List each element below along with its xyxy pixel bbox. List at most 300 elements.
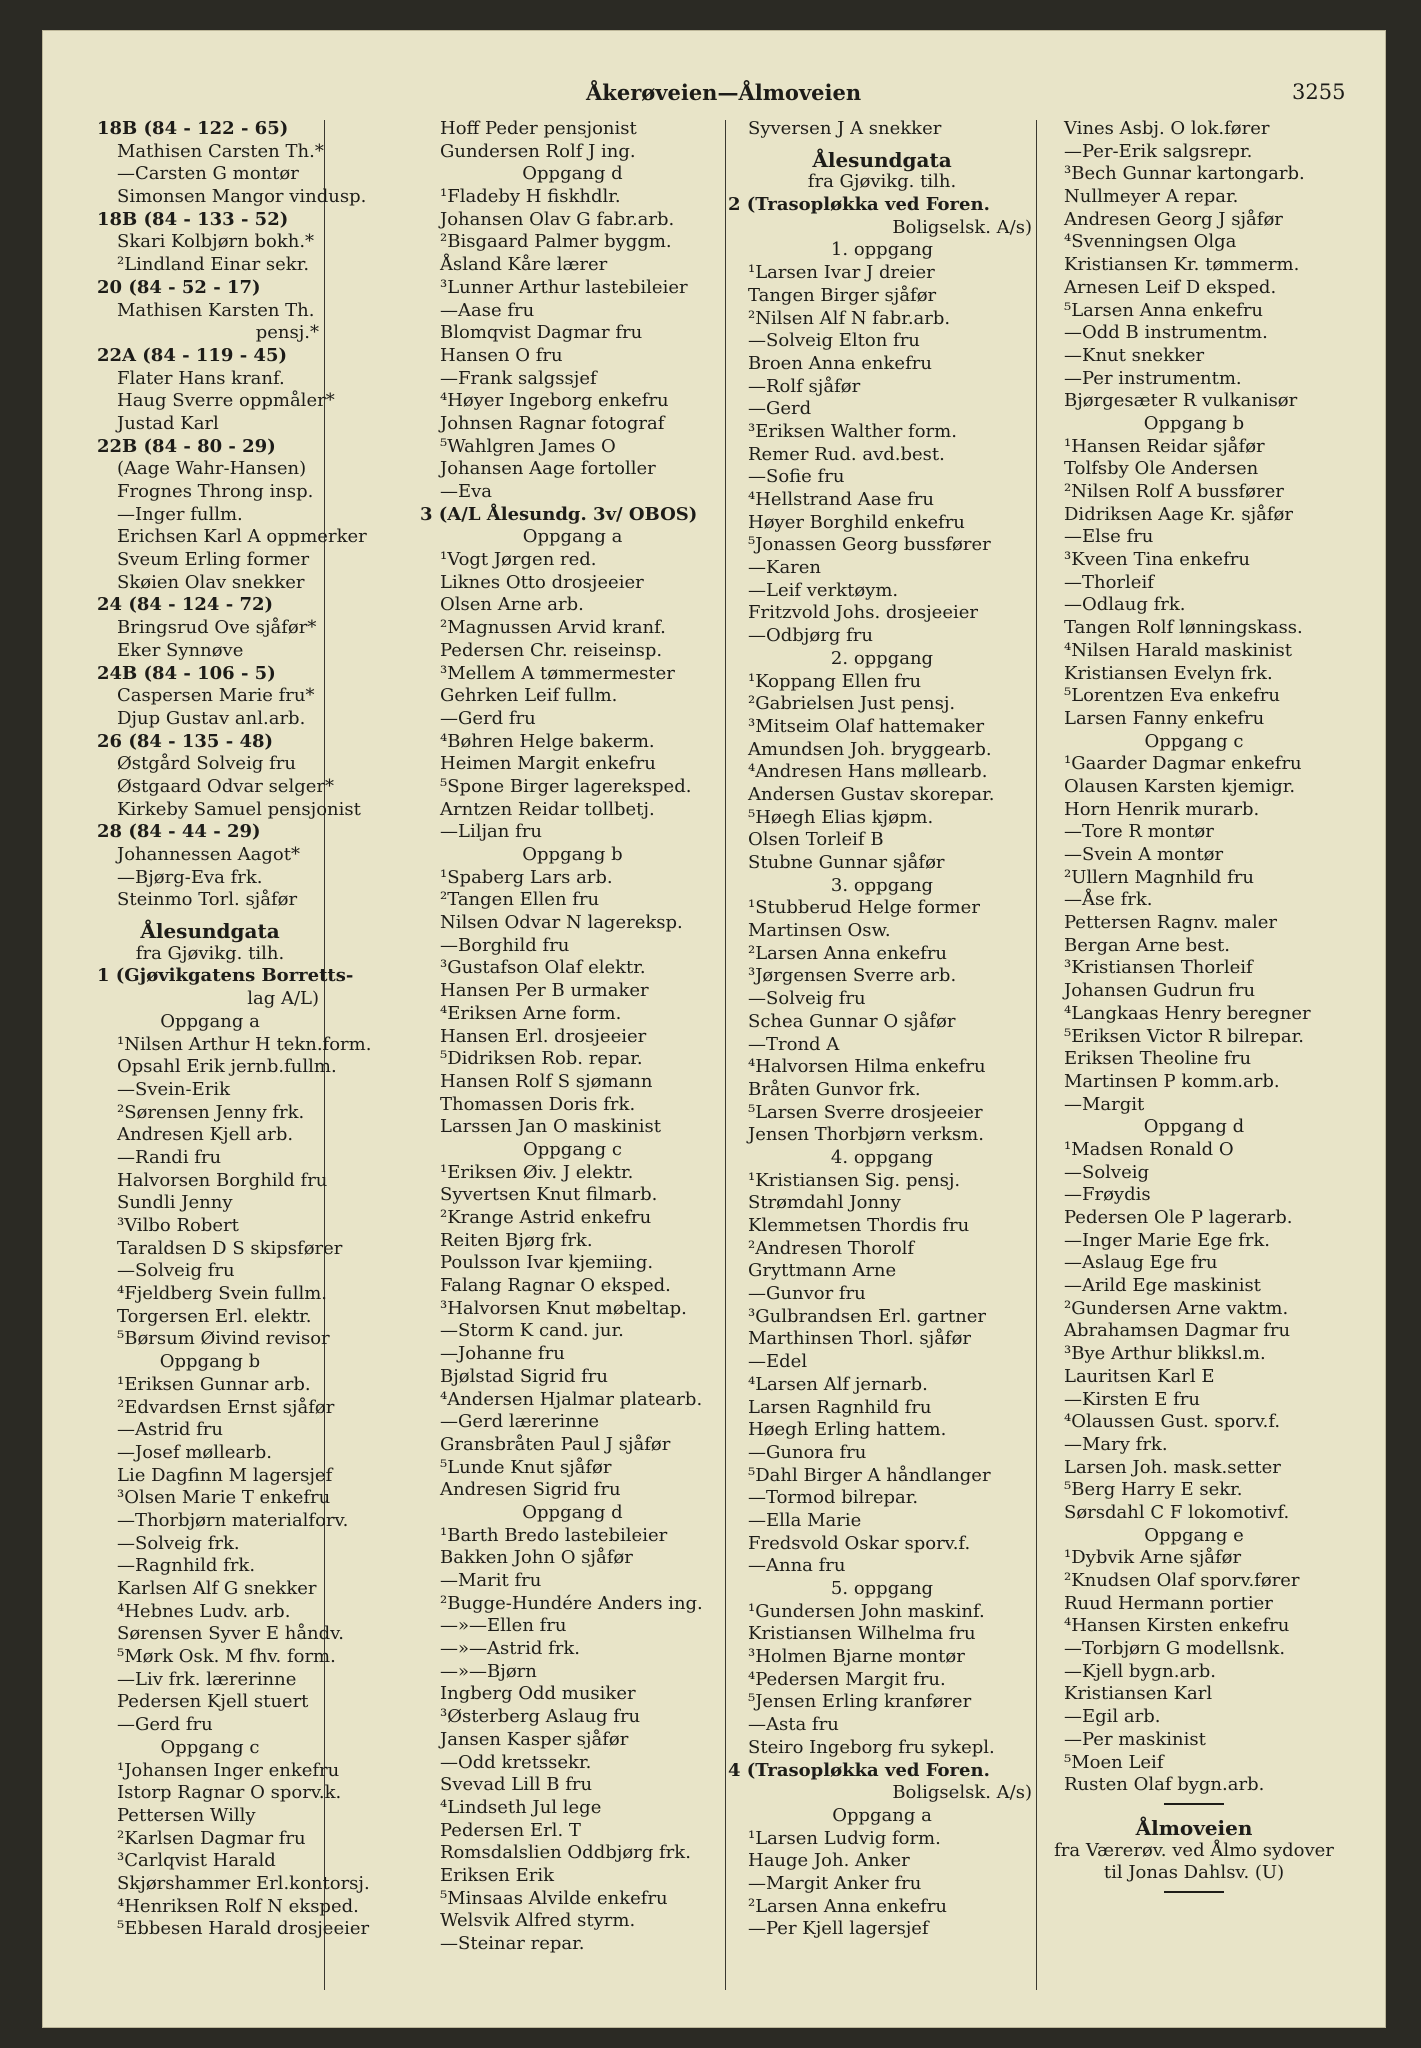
directory-entry: —Frøydis [1064, 1184, 1151, 1206]
directory-entry: Pedersen Ole P lagerarb. [1064, 1207, 1293, 1228]
directory-entry: Andersen Gustav skorepar. [748, 783, 995, 805]
directory-entry: Amundsen Joh. bryggearb. [748, 738, 992, 760]
directory-entry: Schea Gunnar O sjåfør [748, 1010, 956, 1032]
directory-entry: ⁴Olaussen Gust. sporv.f. [1064, 1411, 1281, 1433]
column-divider [1036, 120, 1037, 1990]
directory-entry: ²Tangen Ellen fru [440, 889, 600, 911]
directory-entry: Jensen Thorbjørn verksm. [748, 1124, 984, 1146]
directory-entry: ²Karlsen Dagmar fru [117, 1827, 306, 1849]
directory-entry: ³Gustafson Olaf elektr. [440, 957, 646, 979]
directory-entry: Frognes Throng insp. [117, 481, 314, 502]
directory-entry: Olsen Torleif B [748, 829, 884, 851]
directory-entry: ³Bye Arthur blikksl.m. [1064, 1343, 1266, 1365]
directory-entry: ¹Kristiansen Sig. pensj. [748, 1169, 961, 1191]
directory-entry: ²Krange Astrid enkefru [440, 1207, 652, 1228]
directory-entry: ⁵Spone Birger lagereksped. [440, 775, 692, 797]
directory-entry: —Solveig [1064, 1161, 1150, 1183]
directory-entry: —Anna fru [748, 1555, 846, 1577]
page-header [42, 80, 1386, 110]
directory-entry: —Josef møllearb. [117, 1441, 272, 1463]
directory-entry: Mathisen Karsten Th. [117, 299, 315, 321]
directory-entry: ³Bech Gunnar kartongarb. [1064, 163, 1305, 185]
directory-entry: —Asta fru [748, 1714, 839, 1736]
street-heading: Ålesundgata [812, 147, 952, 172]
directory-entry: Liknes Otto drosjeeier [440, 571, 644, 593]
directory-entry: ²Ullern Magnhild fru [1064, 866, 1254, 888]
directory-entry: Sørsdahl C F lokomotivf. [1064, 1501, 1290, 1523]
directory-entry: —Arild Ege maskinist [1064, 1275, 1261, 1297]
directory-entry: Fredsvold Oskar sporv.f. [748, 1532, 971, 1554]
directory-entry: ⁵Jonassen Georg bussfører [748, 534, 991, 556]
directory-entry: Gundersen Rolf J ing. [440, 140, 636, 162]
directory-entry: Kirkeby Samuel pensjonist [117, 798, 361, 820]
directory-entry: ²Gabrielsen Just pensj. [748, 693, 956, 715]
directory-entry: ⁵Jensen Erling kranfører [748, 1691, 972, 1713]
directory-entry: Steinmo Torl. sjåfør [117, 889, 298, 911]
directory-entry: —Odlaug frk. [1064, 594, 1186, 616]
section-label: Oppgang c [160, 1736, 260, 1758]
directory-entry: Pedersen Chr. reiseinsp. [440, 639, 663, 661]
directory-entry: ⁵Minsaas Alvilde enkefru [440, 1887, 668, 1909]
directory-entry: Syvertsen Knut filmarb. [440, 1184, 658, 1206]
directory-entry: —Gunora fru [748, 1441, 867, 1463]
directory-entry: ¹Barth Bredo lastebileier [440, 1524, 668, 1546]
directory-entry: —Kirsten E fru [1064, 1388, 1200, 1410]
directory-entry: ⁴Hellstrand Aase fru [748, 489, 934, 510]
directory-entry: —Gerd fru [117, 1714, 213, 1736]
directory-entry: —Leif verktøym. [748, 579, 899, 601]
directory-entry: Sundli Jenny [117, 1192, 233, 1214]
directory-entry: ³Mitseim Olaf hattemaker [748, 715, 985, 737]
directory-entry: ¹Fladeby H fiskhdlr. [440, 186, 621, 208]
directory-entry: ¹Johansen Inger enkefru [117, 1759, 340, 1781]
directory-entry: Kristiansen Karl [1064, 1683, 1213, 1705]
directory-entry: ¹Koppang Ellen fru [748, 670, 922, 692]
directory-entry: —Bjørg-Eva frk. [117, 866, 263, 888]
directory-entry: 22A (84 - 119 - 45) [97, 344, 287, 366]
directory-entry: Gransbråten Paul J sjåfør [440, 1433, 671, 1455]
directory-entry: ⁵Høegh Elias kjøpm. [748, 806, 934, 828]
directory-entry: Arnesen Leif D eksped. [1064, 276, 1277, 298]
directory-entry: Sveum Erling former [117, 549, 310, 571]
directory-entry: ³Carlqvist Harald [117, 1850, 276, 1872]
directory-entry: pensj.* [255, 322, 319, 344]
directory-entry: ¹Stubberud Helge former [748, 897, 980, 919]
directory-entry: ¹Nilsen Arthur H tekn.form. [117, 1033, 372, 1055]
directory-entry: —Margit Anker fru [748, 1872, 922, 1894]
directory-entry: 26 (84 - 135 - 48) [97, 730, 274, 752]
street-heading: Ålesundgata [140, 919, 280, 944]
directory-entry: 24B (84 - 106 - 5) [97, 662, 276, 684]
directory-entry: ⁴Pedersen Margit fru. [748, 1668, 946, 1690]
directory-entry: ²Gundersen Arne vaktm. [1064, 1297, 1289, 1319]
directory-entry: ²Sørensen Jenny frk. [117, 1101, 305, 1123]
directory-entry: —Kjell bygn.arb. [1064, 1660, 1217, 1682]
directory-entry: Skøien Olav snekker [117, 571, 305, 593]
column-divider [725, 120, 726, 1990]
directory-entry: ⁴Henriksen Rolf N eksped. [117, 1895, 359, 1917]
section-label: Oppgang e [1144, 1524, 1244, 1546]
directory-entry: Pettersen Ragnv. maler [1064, 912, 1277, 934]
directory-entry: Halvorsen Borghild fru [117, 1169, 328, 1191]
directory-entry: —Randi fru [117, 1146, 222, 1168]
directory-entry: —Trond A [748, 1033, 840, 1055]
directory-entry: Tolfsby Ole Andersen [1064, 458, 1259, 480]
directory-entry: Jansen Kasper sjåfør [440, 1728, 629, 1750]
directory-entry: 1 (Gjøvikgatens Borretts- [97, 965, 354, 987]
directory-entry: Blomqvist Dagmar fru [440, 322, 643, 344]
directory-entry: Didriksen Aage Kr. sjåfør [1064, 503, 1293, 525]
directory-entry: —»—Bjørn [440, 1660, 537, 1682]
directory-entry: Opsahl Erik jernb.fullm. [117, 1056, 337, 1078]
directory-entry: ¹Spaberg Lars arb. [440, 866, 613, 888]
directory-entry: Djup Gustav anl.arb. [117, 707, 306, 729]
directory-entry: Larsen Joh. mask.setter [1064, 1456, 1281, 1478]
directory-entry: ¹Dybvik Arne sjåfør [1064, 1547, 1242, 1569]
directory-entry: ³Mellem A tømmermester [440, 662, 675, 684]
directory-entry: —Carsten G montør [117, 163, 299, 185]
section-label: fra Gjøvikg. tilh. [807, 171, 957, 193]
directory-entry: ⁵Børsum Øivind revisor [117, 1328, 330, 1350]
directory-entry: 22B (84 - 80 - 29) [97, 435, 276, 457]
directory-entry: —Steinar repar. [440, 1933, 585, 1954]
directory-entry: Østgaard Odvar selger* [117, 775, 334, 797]
directory-entry: ³Kristiansen Thorleif [1064, 957, 1253, 979]
directory-entry: —Solveig fru [748, 988, 866, 1010]
directory-entry: Kristiansen Kr. tømmerm. [1064, 254, 1300, 276]
section-label: Oppgang a [160, 1010, 260, 1032]
directory-entry: Åsland Kåre lærer [440, 254, 608, 276]
directory-entry: ¹Hansen Reidar sjåfør [1064, 435, 1265, 457]
directory-entry: Hansen Rolf S sjømann [440, 1070, 653, 1092]
directory-entry: Romsdalslien Oddbjørg frk. [440, 1842, 691, 1864]
section-label: Oppgang b [1143, 412, 1245, 434]
directory-entry: Caspersen Marie fru* [117, 685, 315, 707]
directory-entry: ⁴Hebnes Ludv. arb. [117, 1600, 291, 1622]
directory-entry: —Mary frk. [1064, 1433, 1168, 1455]
directory-entry: ¹Gundersen John maskinf. [748, 1600, 985, 1622]
directory-entry: Kristiansen Evelyn frk. [1064, 662, 1273, 684]
directory-entry: ¹Gaarder Dagmar enkefru [1064, 753, 1302, 775]
directory-entry: —Liv frk. lærerinne [117, 1668, 297, 1690]
directory-entry: Andresen Sigrid fru [440, 1479, 621, 1501]
directory-entry: —Johanne fru [440, 1343, 565, 1365]
directory-entry: Høegh Erling hattem. [748, 1419, 947, 1441]
directory-entry: ⁴Bøhren Helge bakerm. [440, 730, 655, 752]
directory-entry: —Margit [1064, 1093, 1145, 1115]
directory-entry: Tangen Rolf lønningskass. [1064, 617, 1303, 639]
directory-entry: 20 (84 - 52 - 17) [97, 276, 261, 298]
directory-entry: Simonsen Mangor vindusp. [117, 186, 367, 208]
directory-entry: —Solveig fru [117, 1260, 235, 1282]
directory-entry: —Solveig frk. [117, 1532, 240, 1554]
directory-entry: —»—Astrid frk. [440, 1638, 580, 1660]
directory-entry: Fritzvold Johs. drosjeeier [748, 602, 979, 624]
directory-entry: Johansen Olav G fabr.arb. [440, 208, 675, 230]
directory-entry: ⁵Lorentzen Eva enkefru [1064, 685, 1280, 707]
section-label: Oppgang b [522, 844, 623, 865]
directory-entry: ²Edvardsen Ernst sjåfør [117, 1396, 335, 1418]
directory-entry: Hansen O fru [440, 344, 563, 366]
directory-entry: Heimen Margit enkefru [440, 753, 656, 775]
directory-entry: ¹Eriksen Øiv. J elektr. [440, 1161, 634, 1183]
directory-entry: Lie Dagfinn M lagersjef [117, 1464, 333, 1486]
directory-entry: —Tore R montør [1064, 821, 1214, 843]
directory-entry: ⁵Lunde Knut sjåfør [440, 1456, 612, 1478]
directory-entry: Larsen Ragnhild fru [748, 1396, 932, 1418]
directory-entry: Mathisen Carsten Th.* [117, 140, 324, 162]
directory-entry: 3 (A/L Ålesundg. 3v/ OBOS) [420, 503, 698, 525]
section-label: til Jonas Dahlsv. (U) [1103, 1862, 1285, 1884]
directory-entry: Erichsen Karl A oppmerker [117, 526, 367, 548]
directory-page [42, 30, 1386, 2028]
directory-entry: Svevad Lill B fru [440, 1774, 593, 1796]
directory-entry: —Torbjørn G modellsnk. [1064, 1638, 1286, 1660]
directory-entry: Gryttmann Arne [748, 1260, 897, 1282]
section-label: 3. oppgang [830, 874, 934, 896]
directory-entry: Østgård Solveig fru [117, 753, 296, 775]
section-label: Oppgang d [522, 1501, 623, 1523]
directory-entry: Eriksen Theoline fru [1064, 1048, 1252, 1070]
directory-entry: Arntzen Reidar tollbetj. [440, 798, 655, 820]
directory-entry: 18B (84 - 133 - 52) [97, 208, 289, 230]
directory-entry: ⁴Langkaas Henry beregner [1064, 1002, 1311, 1024]
section-label: 2. oppgang [830, 647, 934, 669]
directory-entry: Ruud Hermann portier [1064, 1592, 1273, 1614]
directory-entry: —Per maskinist [1064, 1728, 1206, 1750]
directory-entry: Johansen Aage fortoller [440, 458, 656, 480]
directory-entry: —Karen [748, 557, 822, 579]
directory-entry: —Else fru [1064, 526, 1154, 548]
directory-entry: —Per Kjell lagersjef [748, 1918, 929, 1940]
section-rule [1044, 1797, 1344, 1809]
directory-entry: Gehrken Leif fullm. [440, 685, 618, 707]
directory-entry: Boligselsk. A/s) [892, 1782, 1032, 1804]
directory-entry: ²Andresen Thorolf [748, 1237, 915, 1259]
directory-entry: Istorp Ragnar O sporv.k. [117, 1782, 342, 1804]
directory-entry: Flater Hans kranf. [117, 367, 285, 389]
directory-entry: ⁴Høyer Ingeborg enkefru [440, 390, 669, 412]
directory-entry: ⁴Hansen Kirsten enkefru [1064, 1615, 1290, 1637]
directory-entry: ³Kveen Tina enkefru [1064, 549, 1250, 571]
directory-entry: Eker Synnøve [117, 639, 244, 661]
directory-entry: Thomassen Doris frk. [440, 1093, 636, 1115]
directory-entry: ⁴Lindseth Jul lege [440, 1796, 602, 1818]
directory-entry: ⁵Wahlgren James O [440, 435, 616, 457]
directory-entry: Pettersen Willy [117, 1804, 256, 1826]
directory-entry: Falang Ragnar O eksped. [440, 1275, 671, 1297]
directory-entry: Larssen Jan O maskinist [440, 1116, 661, 1138]
directory-entry: —Egil arb. [1064, 1706, 1161, 1728]
section-label: 5. oppgang [830, 1578, 934, 1599]
directory-entry: ¹Eriksen Gunnar arb. [117, 1373, 311, 1395]
directory-entry: ⁴Svenningsen Olga [1064, 231, 1237, 253]
directory-entry: Hauge Joh. Anker [748, 1850, 910, 1872]
directory-entry: 18B (84 - 122 - 65) [97, 118, 289, 139]
directory-entry: ³Gulbrandsen Erl. gartner [748, 1305, 987, 1327]
directory-entry: —Inger fullm. [117, 503, 243, 525]
directory-entry: —Thorbjørn materialforv. [117, 1509, 349, 1531]
directory-entry: ¹Larsen Ivar J dreier [748, 262, 935, 284]
directory-entry: —Svein-Erik [117, 1078, 230, 1100]
directory-entry: ³Jørgensen Sverre arb. [748, 965, 957, 987]
directory-entry: —Marit fru [440, 1570, 542, 1591]
directory-entry: ¹Madsen Ronald O [1064, 1138, 1234, 1160]
directory-entry: —Aase fru [440, 299, 535, 321]
directory-entry: Vines Asbj. O lok.fører [1064, 118, 1270, 139]
directory-entry: Hoff Peder pensjonist [440, 118, 637, 139]
directory-entry: Bråten Gunvor frk. [748, 1078, 921, 1100]
directory-entry: lag A/L) [247, 988, 319, 1010]
directory-entry: Bringsrud Ove sjåfør* [117, 617, 317, 639]
directory-entry: —Gunvor fru [748, 1283, 866, 1305]
directory-entry: ²Nilsen Alf N fabr.arb. [748, 307, 951, 329]
directory-entry: Olausen Karsten kjemigr. [1064, 775, 1296, 797]
directory-entry: Horn Henrik murarb. [1064, 798, 1260, 820]
directory-entry: ⁴Andersen Hjalmar platearb. [440, 1388, 703, 1410]
directory-entry: ²Bugge-Hundére Anders ing. [440, 1592, 703, 1614]
directory-entry: Hansen Erl. drosjeeier [440, 1025, 647, 1047]
directory-entry: ⁵Ebbesen Harald drosjeeier [117, 1918, 370, 1940]
directory-entry: Eriksen Erik [440, 1864, 555, 1886]
directory-entry: Welsvik Alfred styrm. [440, 1910, 636, 1932]
directory-entry: ³Østerberg Aslaug fru [440, 1706, 641, 1728]
section-label: Oppgang d [1143, 1116, 1245, 1138]
directory-entry: ³Eriksen Walther form. [748, 420, 957, 442]
directory-entry: Poulsson Ivar kjemiing. [440, 1252, 654, 1274]
directory-entry: ⁵Dahl Birger A håndlanger [748, 1464, 991, 1486]
section-label: fra Værerøv. ved Ålmo sydover [1054, 1839, 1334, 1861]
street-heading: Ålmoveien [1135, 1815, 1253, 1840]
directory-entry: ⁴Fjeldberg Svein fullm. [117, 1283, 328, 1305]
directory-entry: ²Knudsen Olaf sporv.fører [1064, 1570, 1300, 1591]
directory-entry: 4 (Trasopløkka ved Foren. [728, 1759, 990, 1781]
directory-entry: ³Olsen Marie T enkefru [117, 1487, 331, 1509]
directory-entry: Rusten Olaf bygn.arb. [1064, 1774, 1265, 1796]
directory-entry: —Gerd fru [440, 707, 536, 729]
directory-entry: —Aslaug Ege fru [1064, 1252, 1218, 1274]
column-2 [420, 118, 725, 1998]
directory-entry: Johnsen Ragnar fotograf [440, 412, 665, 434]
directory-entry: —Ella Marie [748, 1509, 862, 1531]
directory-entry: ⁴Andresen Hans møllearb. [748, 761, 988, 783]
directory-entry: ²Larsen Anna enkefru [748, 1895, 948, 1917]
directory-entry: Boligselsk. A/s) [892, 216, 1032, 238]
section-label: Oppgang a [522, 526, 623, 548]
directory-entry: Martinsen Osw. [748, 920, 891, 942]
directory-entry: —Odd kretssekr. [440, 1751, 592, 1773]
directory-entry: ⁵Berg Harry E sekr. [1064, 1479, 1243, 1501]
directory-entry: Karlsen Alf G snekker [117, 1578, 317, 1599]
directory-entry: ⁴Larsen Alf jernarb. [748, 1373, 928, 1395]
directory-entry: Hansen Per B urmaker [440, 980, 649, 1002]
directory-entry: Nullmeyer A repar. [1064, 186, 1239, 208]
directory-entry: Høyer Borghild enkefru [748, 511, 965, 533]
directory-entry: ²Lindland Einar sekr. [117, 254, 310, 276]
directory-entry: ³Lunner Arthur lastebileier [440, 276, 688, 298]
directory-entry: Martinsen P komm.arb. [1064, 1070, 1280, 1092]
directory-entry: —Knut snekker [1064, 344, 1205, 366]
directory-entry: Andresen Kjell arb. [117, 1124, 294, 1146]
directory-entry: Stubne Gunnar sjåfør [748, 852, 945, 873]
section-label: 1. oppgang [830, 239, 934, 261]
directory-entry: Skari Kolbjørn bokh.* [117, 231, 315, 253]
directory-entry: ⁴Eriksen Arne form. [440, 1002, 622, 1024]
section-label: Oppgang c [1144, 730, 1244, 752]
section-label: Oppgang a [832, 1804, 932, 1826]
directory-entry: Larsen Fanny enkefru [1064, 707, 1265, 729]
directory-entry: (Aage Wahr-Hansen) [117, 458, 307, 480]
section-label: Oppgang c [523, 1138, 622, 1160]
directory-entry: Johansen Gudrun fru [1064, 980, 1256, 1002]
directory-entry: Remer Rud. avd.best. [748, 443, 945, 465]
directory-entry: Olsen Arne arb. [440, 594, 584, 616]
directory-entry: ⁵Didriksen Rob. repar. [440, 1048, 643, 1070]
directory-entry: Tangen Birger sjåfør [748, 284, 937, 306]
directory-entry: ⁵Larsen Sverre drosjeeier [748, 1101, 983, 1123]
directory-entry: ¹Larsen Ludvig form. [748, 1827, 941, 1849]
directory-entry: 2 (Trasopløkka ved Foren. [728, 194, 990, 216]
directory-entry: Bergan Arne best. [1064, 934, 1230, 956]
directory-entry: Klemmetsen Thordis fru [748, 1215, 970, 1236]
directory-entry: —Gerd lærerinne [440, 1411, 600, 1433]
directory-entry: ¹Vogt Jørgen red. [440, 549, 597, 571]
directory-entry: Pedersen Kjell stuert [117, 1691, 309, 1713]
directory-entry: ²Larsen Anna enkefru [748, 942, 948, 964]
directory-entry: Bjølstad Sigrid fru [440, 1365, 608, 1387]
directory-entry: ³Holmen Bjarne montør [748, 1646, 965, 1668]
directory-entry: —Odd B instrumentm. [1064, 322, 1268, 344]
directory-entry: —Svein A montør [1064, 844, 1224, 865]
directory-entry: —Ragnhild frk. [117, 1555, 256, 1577]
directory-entry: Nilsen Odvar N lagereksp. [440, 912, 683, 934]
directory-entry: ⁴Nilsen Harald maskinist [1064, 639, 1292, 661]
directory-entry: Lauritsen Karl E [1064, 1365, 1215, 1387]
directory-entry: Strømdahl Jonny [748, 1192, 901, 1214]
directory-entry: ⁵Moen Leif [1064, 1751, 1164, 1773]
directory-entry: Torgersen Erl. elektr. [117, 1305, 312, 1327]
directory-entry: Abrahamsen Dagmar fru [1064, 1320, 1291, 1342]
directory-entry: —Solveig Elton fru [748, 330, 920, 352]
directory-entry: —Rolf sjåfør [748, 375, 861, 397]
directory-entry: Pedersen Erl. T [440, 1819, 581, 1841]
page-number: 3255 [1292, 80, 1346, 104]
directory-entry: Sørensen Syver E håndv. [117, 1623, 344, 1645]
column-3 [728, 118, 1036, 1998]
section-rule [1044, 1885, 1344, 1897]
section-label: fra Gjøvikg. tilh. [135, 942, 285, 964]
directory-entry: ⁵Mørk Osk. M fhv. form. [117, 1646, 336, 1668]
column-1 [97, 118, 372, 1998]
directory-entry: —Per instrumentm. [1064, 367, 1242, 389]
section-label: Oppgang b [159, 1351, 261, 1373]
directory-entry: 28 (84 - 44 - 29) [97, 821, 261, 843]
directory-entry: Marthinsen Thorl. sjåfør [748, 1328, 972, 1350]
directory-entry: —Thorleif [1064, 571, 1154, 593]
directory-entry: —Gerd [748, 398, 812, 420]
directory-entry: —Edel [748, 1351, 808, 1373]
section-label: Oppgang d [522, 163, 623, 185]
directory-entry: —Liljan fru [440, 821, 542, 843]
directory-entry: Syversen J A snekker [748, 118, 942, 139]
directory-entry: —Per-Erik salgsrepr. [1064, 140, 1253, 162]
directory-entry: —Borghild fru [440, 934, 570, 956]
directory-entry: Haug Sverre oppmåler* [117, 390, 335, 412]
directory-entry: Ingberg Odd musiker [440, 1683, 636, 1705]
directory-entry: —Tormod bilrepar. [748, 1487, 919, 1509]
directory-entry: ²Bisgaard Palmer byggm. [440, 231, 672, 253]
directory-entry: ⁴Halvorsen Hilma enkefru [748, 1056, 986, 1078]
